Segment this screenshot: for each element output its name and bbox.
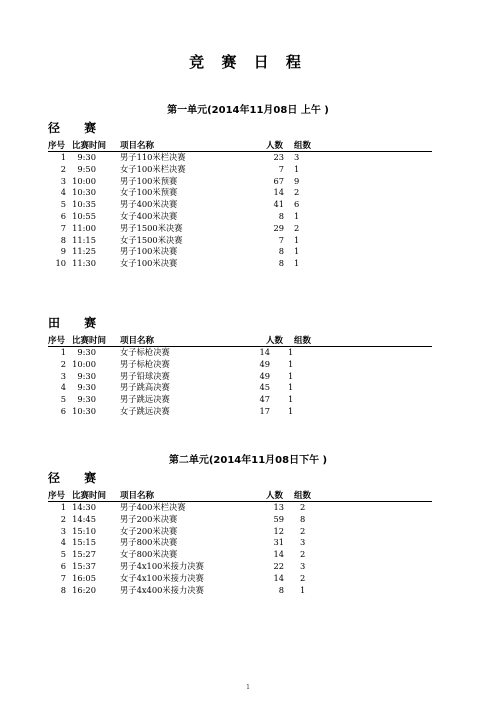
unit-1-track-rows — [48, 152, 432, 270]
unit-1-field-label: 田 赛 — [48, 316, 107, 330]
table-row: 3 10:00 男子100米预赛 67 9 — [60, 175, 300, 186]
table-row: 6 10:30 女子跳远决赛 17 1 — [60, 405, 294, 416]
header-time: 比赛时间 — [72, 141, 107, 151]
table-row: 5 9:30 男子跳远决赛 47 1 — [60, 394, 294, 405]
header-count: 人数 — [266, 336, 284, 346]
unit-2-track-rows — [48, 502, 432, 596]
header-event: 项目名称 — [120, 336, 155, 346]
table-row: 1 14:30 男子400米栏决赛 13 2 — [60, 502, 306, 512]
header-time: 比赛时间 — [72, 336, 107, 346]
header-no: 序号 — [48, 491, 66, 501]
unit-1-track-header — [48, 139, 432, 152]
table-row: 4 10:30 女子100米预赛 14 2 — [60, 187, 300, 198]
document-title: 竞 赛 日 程 — [189, 53, 307, 71]
table-row: 5 10:35 男子400米决赛 41 6 — [60, 199, 300, 210]
header-groups: 组数 — [294, 141, 312, 151]
unit-1-field-header — [48, 334, 432, 347]
unit-2-heading: 第二单元(2014年11月08日下午 ) — [168, 455, 328, 466]
header-event: 项目名称 — [120, 491, 155, 501]
header-no: 序号 — [48, 336, 66, 346]
table-row: 10 11:30 女子100米决赛 8 1 — [55, 258, 300, 269]
table-row: 8 16:20 男子4x400米接力决赛 8 1 — [60, 584, 306, 595]
table-row: 7 16:05 女子4x100米接力决赛 14 2 — [60, 572, 306, 583]
table-row: 6 10:55 女子400米决赛 8 1 — [60, 210, 300, 221]
header-count: 人数 — [266, 141, 284, 151]
unit-1-heading: 第一单元(2014年11月08日 上午 ) — [167, 105, 329, 116]
header-event: 项目名称 — [120, 141, 155, 151]
unit-2-track-header — [48, 489, 432, 502]
header-groups: 组数 — [294, 336, 312, 346]
table-row: 3 15:10 女子200米决赛 12 2 — [60, 525, 306, 536]
table-row: 6 15:37 男子4x100米接力决赛 22 3 — [60, 560, 306, 571]
header-groups: 组数 — [294, 491, 312, 501]
unit-1-track-label: 径 赛 — [48, 121, 107, 135]
table-row: 2 9:50 女子100米栏决赛 7 1 — [60, 163, 300, 174]
unit-1-field-rows — [48, 347, 432, 418]
header-count: 人数 — [266, 491, 284, 501]
table-row: 4 15:15 男子800米决赛 31 3 — [60, 537, 306, 548]
unit-2-track-label: 径 赛 — [48, 471, 107, 485]
table-row: 8 11:15 女子1500米决赛 7 1 — [60, 234, 300, 245]
page-number: 1 — [246, 684, 250, 691]
table-row: 1 9:30 男子110米栏决赛 23 3 — [60, 152, 300, 162]
table-row: 2 14:45 男子200米决赛 59 8 — [60, 513, 306, 524]
table-row: 3 9:30 男子铅球决赛 49 1 — [60, 370, 294, 381]
table-row: 4 9:30 男子跳高决赛 45 1 — [60, 382, 294, 393]
table-row: 5 15:27 女子800米决赛 14 2 — [60, 549, 306, 560]
table-row: 2 10:00 男子标枪决赛 49 1 — [60, 358, 294, 369]
table-row: 7 11:00 男子1500米决赛 29 2 — [60, 222, 300, 233]
header-time: 比赛时间 — [72, 491, 107, 501]
table-row: 9 11:25 男子100米决赛 8 1 — [60, 246, 300, 257]
header-no: 序号 — [48, 141, 66, 151]
table-row: 1 9:30 女子标枪决赛 14 1 — [60, 347, 294, 357]
